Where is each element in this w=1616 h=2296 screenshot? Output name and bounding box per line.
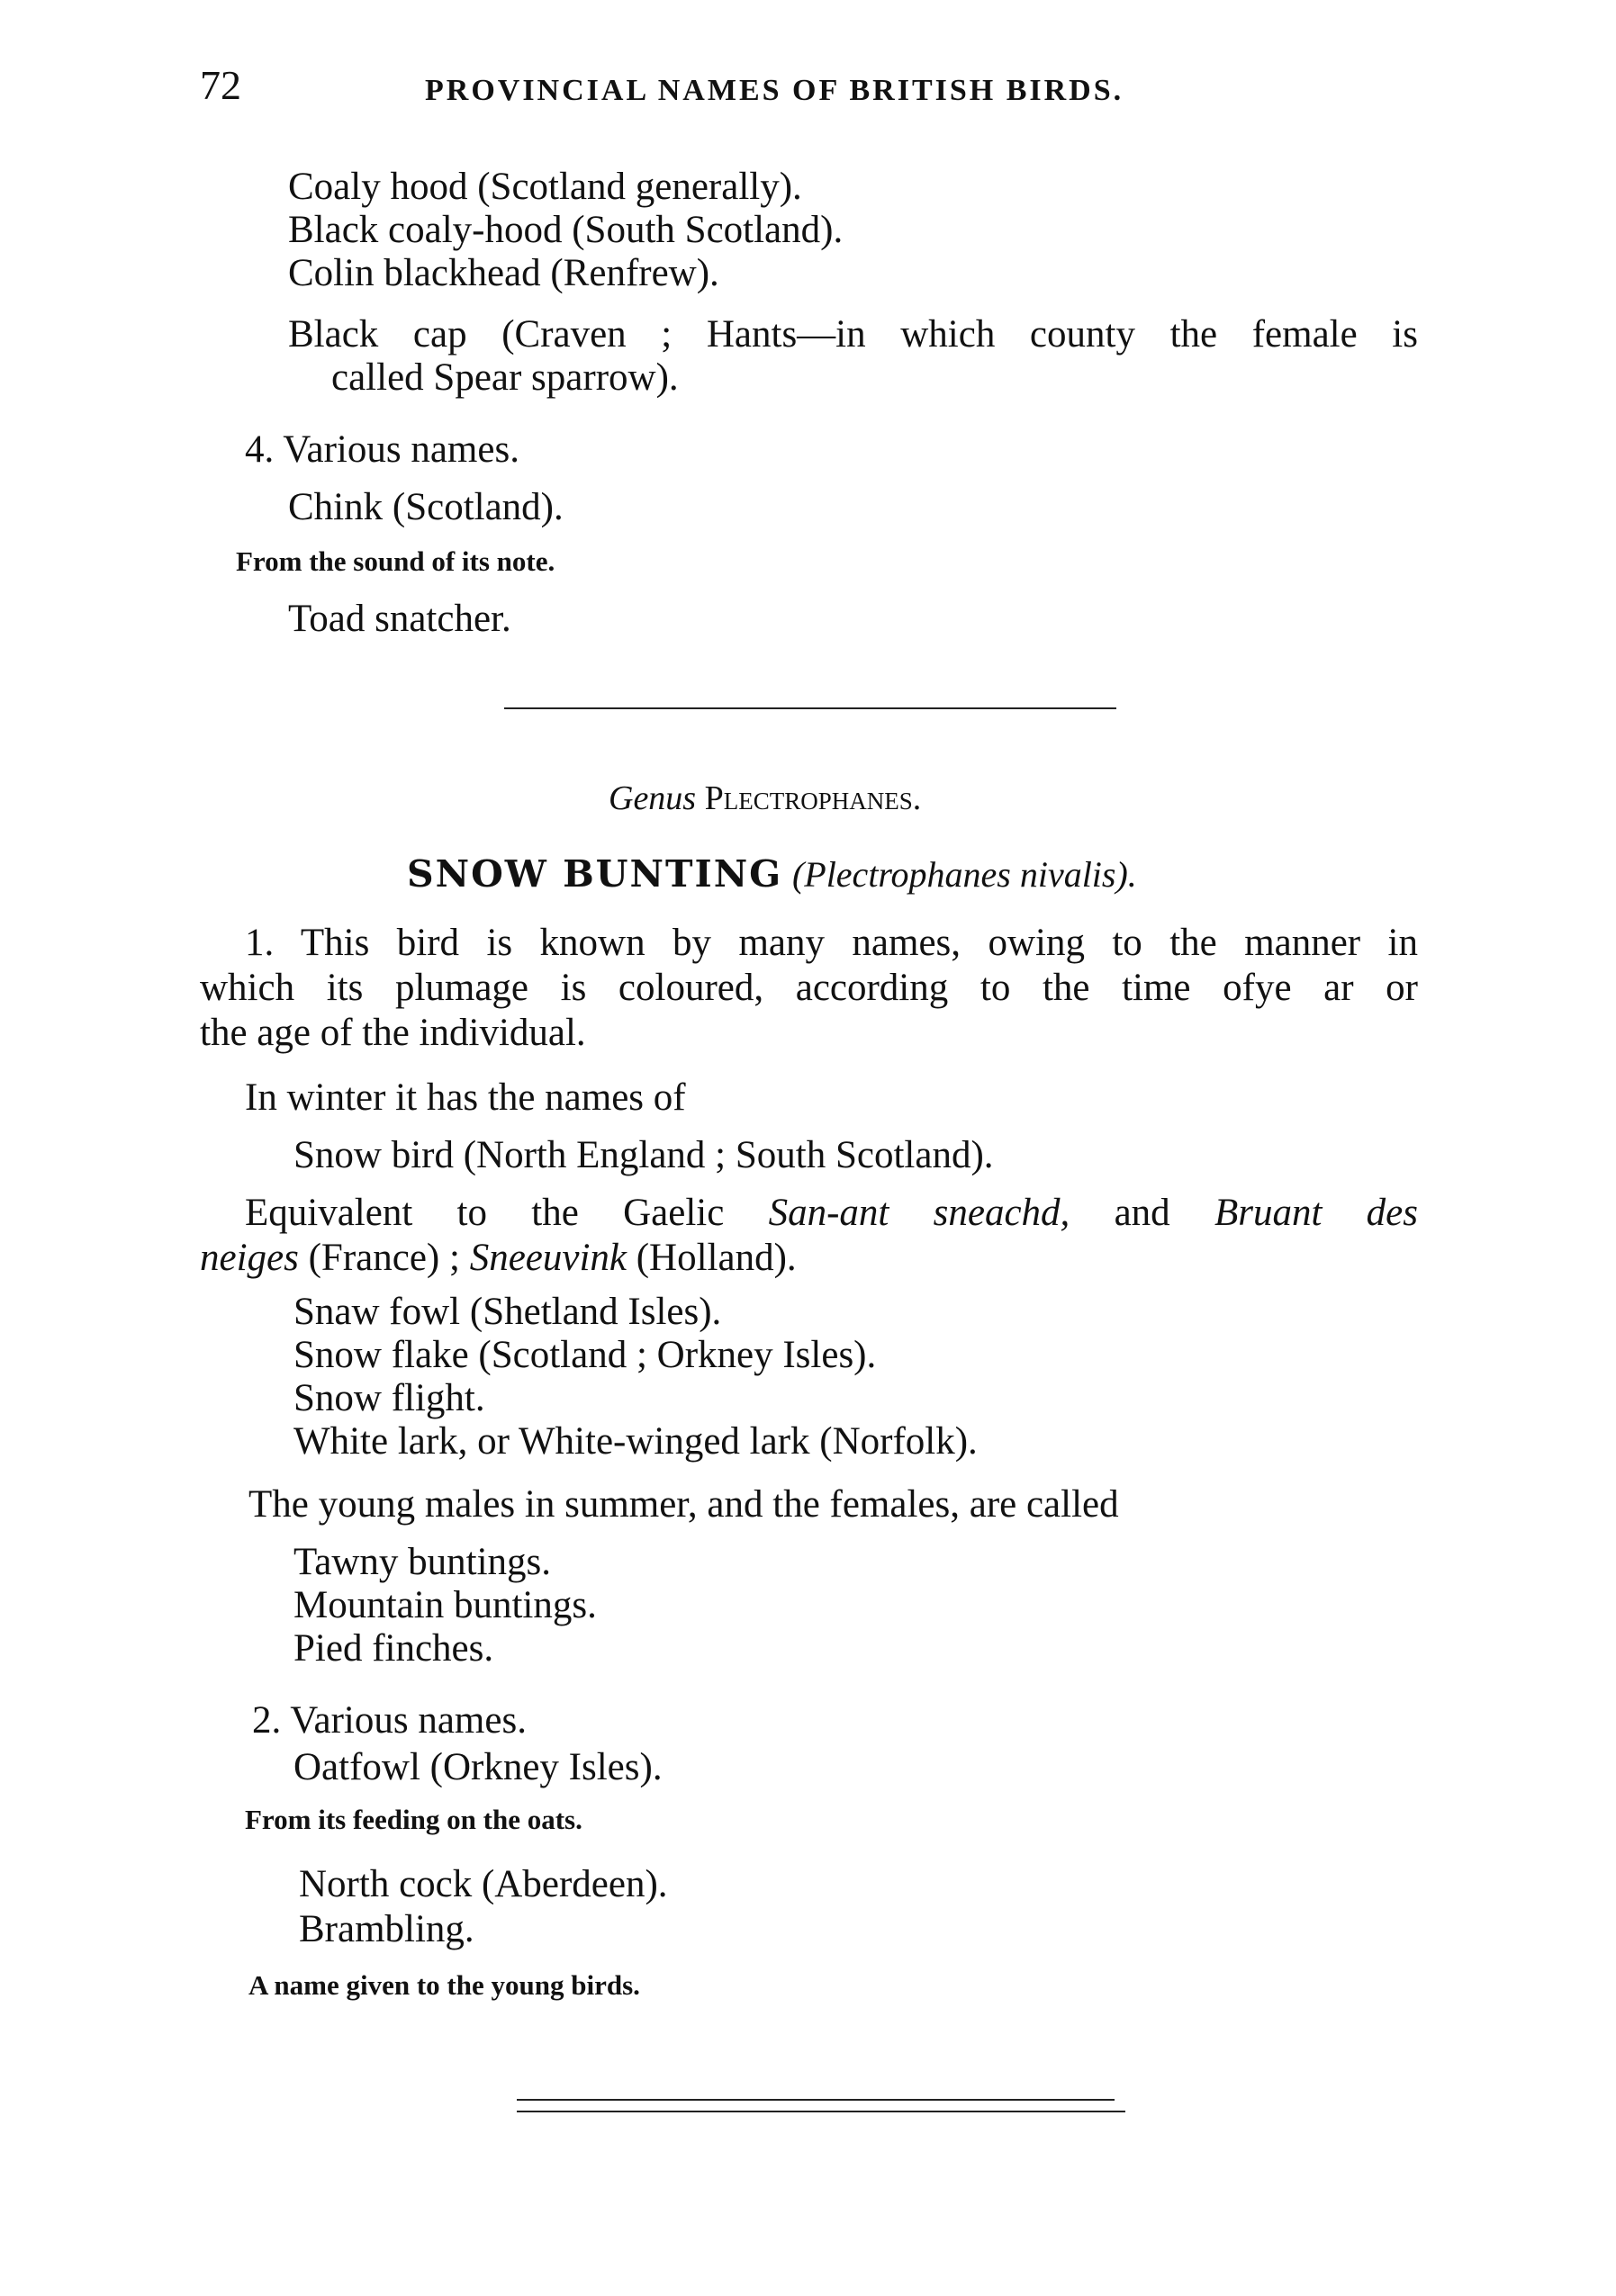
name-line-toad-snatcher: Toad snatcher.	[288, 598, 511, 640]
name-line-black-coaly-hood: Black coaly-hood (South Scotland).	[288, 209, 844, 251]
equiv-france: (France) ;	[308, 1237, 460, 1279]
equiv-and: and	[1114, 1192, 1170, 1234]
equiv-dutch: Sneeuvink	[469, 1237, 627, 1279]
equiv-french-b: neiges	[200, 1237, 299, 1279]
equiv-text-a: Equivalent to the Gaelic	[245, 1192, 725, 1234]
name-line-colin-blackhead: Colin blackhead (Renfrew).	[288, 252, 719, 294]
page-number: 72	[200, 62, 241, 108]
name-line-white-lark: White lark, or White-winged lark (Norfolk).	[293, 1420, 978, 1463]
paragraph-1-line-2: which its plumage is coloured, according to the time ofye ar or	[200, 967, 1418, 1009]
name-line-chink: Chink (Scotland).	[288, 486, 564, 528]
equiv-french-a: Bruant des	[1214, 1192, 1418, 1234]
section-divider	[504, 707, 1116, 709]
species-latin-name: (Plectrophanes nivalis).	[791, 854, 1137, 895]
note-brambling: A name given to the young birds.	[248, 1969, 640, 2001]
end-rule-top	[517, 2099, 1115, 2101]
genus-name: Plectrophanes.	[704, 779, 922, 817]
note-oatfowl: From its feeding on the oats.	[245, 1804, 582, 1835]
genus-heading	[609, 781, 921, 815]
name-line-mountain-buntings: Mountain buntings.	[293, 1584, 597, 1626]
name-line-black-cap-cont: called Spear sparrow).	[331, 356, 679, 399]
note-chink: From the sound of its note.	[236, 545, 555, 577]
name-line-pied-finches: Pied finches.	[293, 1627, 494, 1670]
winter-intro: In winter it has the names of	[245, 1076, 686, 1119]
equiv-gaelic: San-ant sneachd,	[768, 1192, 1070, 1234]
paragraph-1-line-1: 1. This bird is known by many names, owing to the manner in	[245, 922, 1418, 964]
equivalent-line-1	[245, 1193, 1418, 1232]
genus-label: Genus	[609, 779, 697, 817]
name-line-brambling: Brambling.	[299, 1908, 474, 1950]
name-line-north-cock: North cock (Aberdeen).	[299, 1863, 668, 1905]
name-line-black-cap: Black cap (Craven ; Hants—in which county the female is	[288, 313, 1418, 356]
section-heading-various-4: 4. Various names.	[245, 428, 519, 471]
name-line-snaw-fowl: Snaw fowl (Shetland Isles).	[293, 1291, 722, 1333]
name-line-snow-flight: Snow flight.	[293, 1377, 485, 1419]
section-heading-various-2: 2. Various names.	[252, 1699, 527, 1742]
end-rule-bottom	[517, 2111, 1125, 2112]
name-line-coaly-hood: Coaly hood (Scotland generally).	[288, 166, 802, 208]
name-line-snow-flake: Snow flake (Scotland ; Orkney Isles).	[293, 1334, 877, 1376]
species-heading	[407, 852, 1137, 896]
name-line-snow-bird: Snow bird (North England ; South Scotland).	[293, 1134, 994, 1176]
equivalent-line-2	[200, 1238, 797, 1277]
name-line-tawny-buntings: Tawny buntings.	[293, 1541, 552, 1583]
summer-intro: The young males in summer, and the females, are called	[248, 1483, 1119, 1526]
running-head: PROVINCIAL NAMES OF BRITISH BIRDS.	[425, 74, 1124, 107]
paragraph-1-line-3: the age of the individual.	[200, 1012, 586, 1054]
equiv-holland: (Holland).	[636, 1237, 797, 1279]
name-line-oatfowl: Oatfowl (Orkney Isles).	[293, 1746, 663, 1788]
species-common-name: SNOW BUNTING	[407, 852, 783, 896]
